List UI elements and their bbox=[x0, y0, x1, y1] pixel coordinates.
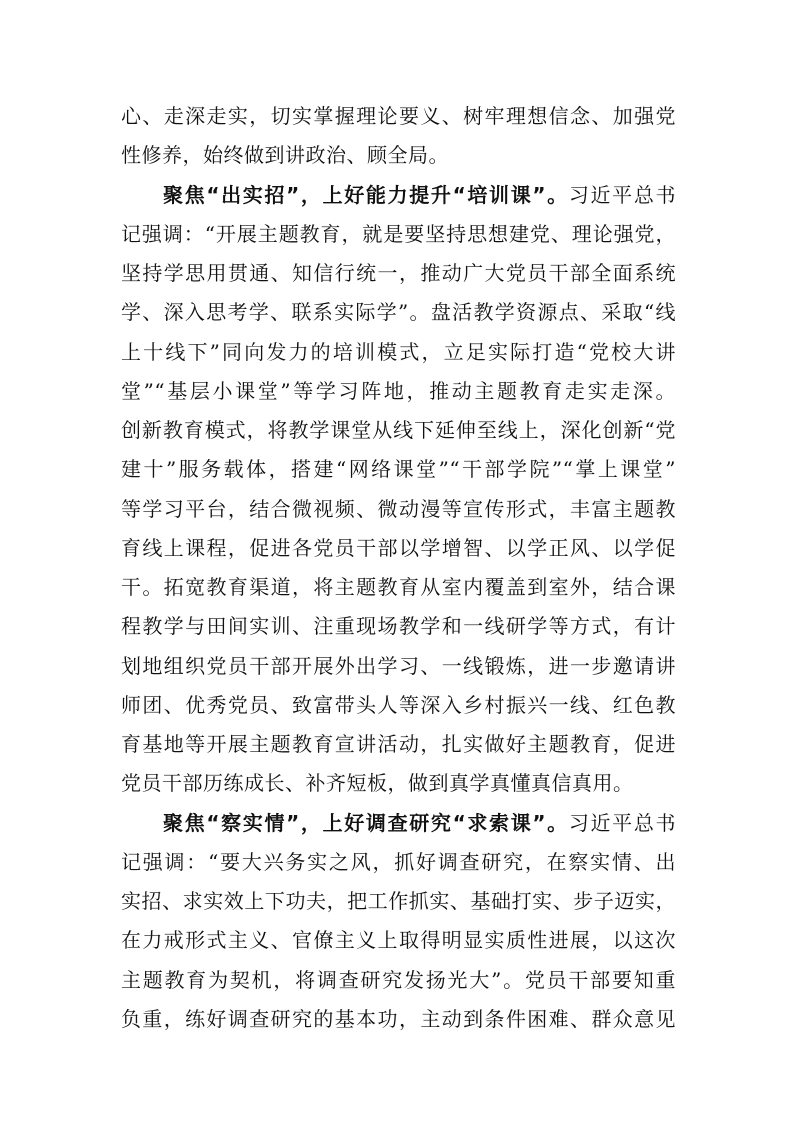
line-text: 心、走深走实，切实掌握理论要义、树牢理想信念、加强党 bbox=[121, 104, 676, 128]
line-text: 等学习平台，结合微视频、微动漫等宣传形式，丰富主题教 bbox=[121, 496, 676, 521]
line-text: 师团、优秀党员、致富带头人等深入乡村振兴一线、红色教 bbox=[121, 692, 676, 717]
text-line bbox=[121, 607, 676, 646]
line-text: 建十”服务载体，搭建“网络课堂”“干部学院”“掌上课堂” bbox=[121, 457, 676, 482]
line-text: 程教学与田间实训、注重现场教学和一线研学等方式，有计 bbox=[121, 614, 676, 639]
line-text: 干。拓宽教育渠道，将主题教育从室内覆盖到室外，结合课 bbox=[121, 575, 676, 599]
text-line bbox=[121, 647, 676, 686]
text-line bbox=[121, 215, 676, 254]
text-line bbox=[121, 136, 676, 175]
line-text: 性修养，始终做到讲政治、顾全局。 bbox=[121, 143, 449, 168]
section-heading: 聚焦“出实招”，上好能力提升“培训课”。 bbox=[163, 182, 569, 207]
line-text: 育基地等开展主题教育宣讲活动，扎实做好主题教育，促进 bbox=[121, 732, 676, 756]
text-line bbox=[121, 764, 676, 803]
line-text: 上十线下”同向发力的培训模式，立足实际打造“党校大讲 bbox=[121, 339, 676, 364]
paragraph bbox=[121, 176, 676, 804]
text-line bbox=[121, 333, 676, 372]
line-text: 划地组织党员干部开展外出学习、一线锻炼，进一步邀请讲 bbox=[121, 653, 676, 678]
document-body bbox=[121, 97, 676, 1039]
text-line bbox=[121, 97, 676, 136]
line-text: 在力戒形式主义、官僚主义上取得明显实质性进展，以这次 bbox=[121, 928, 676, 953]
line-text: 习近平总书 bbox=[568, 810, 677, 835]
line-text: 主题教育为契机，将调查研究发扬光大”。党员干部要知重 bbox=[121, 967, 676, 992]
paragraph bbox=[121, 804, 676, 1040]
line-text: 实招、求实效上下功夫，把工作抓实、基础打实、步子迈实， bbox=[121, 889, 676, 913]
text-line bbox=[121, 529, 676, 568]
line-text: 负重，练好调查研究的基本功，主动到条件困难、群众意见 bbox=[121, 1006, 676, 1031]
text-line bbox=[121, 176, 676, 215]
text-line bbox=[121, 725, 676, 764]
text-line bbox=[121, 568, 676, 607]
line-text: 创新教育模式，将教学课堂从线下延伸至线上，深化创新“党 bbox=[121, 418, 676, 442]
line-text: 育线上课程，促进各党员干部以学增智、以学正风、以学促 bbox=[121, 535, 676, 560]
text-line bbox=[121, 254, 676, 293]
line-text: 党员干部历练成长、补齐短板，做到真学真懂真信真用。 bbox=[121, 771, 634, 796]
line-text: 堂”“基层小课堂”等学习阵地，推动主题教育走实走深。 bbox=[121, 378, 676, 403]
text-line bbox=[121, 450, 676, 489]
line-text: 学、深入思考学、联系实际学”。盘活教学资源点、采取“线 bbox=[121, 300, 676, 325]
line-text: 坚持学思用贯通、知信行统一，推动广大党员干部全面系统 bbox=[121, 261, 676, 285]
text-line bbox=[121, 921, 676, 960]
text-line bbox=[121, 490, 676, 529]
section-heading: 聚焦“察实情”，上好调查研究“求索课”。 bbox=[163, 810, 569, 835]
text-line bbox=[121, 882, 676, 921]
text-line bbox=[121, 411, 676, 450]
text-line bbox=[121, 686, 676, 725]
line-text: 习近平总书 bbox=[568, 182, 677, 207]
text-line bbox=[121, 372, 676, 411]
text-line bbox=[121, 804, 676, 843]
text-line bbox=[121, 293, 676, 332]
text-line bbox=[121, 961, 676, 1000]
paragraph bbox=[121, 97, 676, 176]
line-text: 记强调：“开展主题教育，就是要坚持思想建党、理论强党， bbox=[121, 221, 676, 246]
text-line bbox=[121, 1000, 676, 1039]
text-line bbox=[121, 843, 676, 882]
line-text: 记强调：“要大兴务实之风，抓好调查研究，在察实情、出 bbox=[121, 849, 676, 874]
